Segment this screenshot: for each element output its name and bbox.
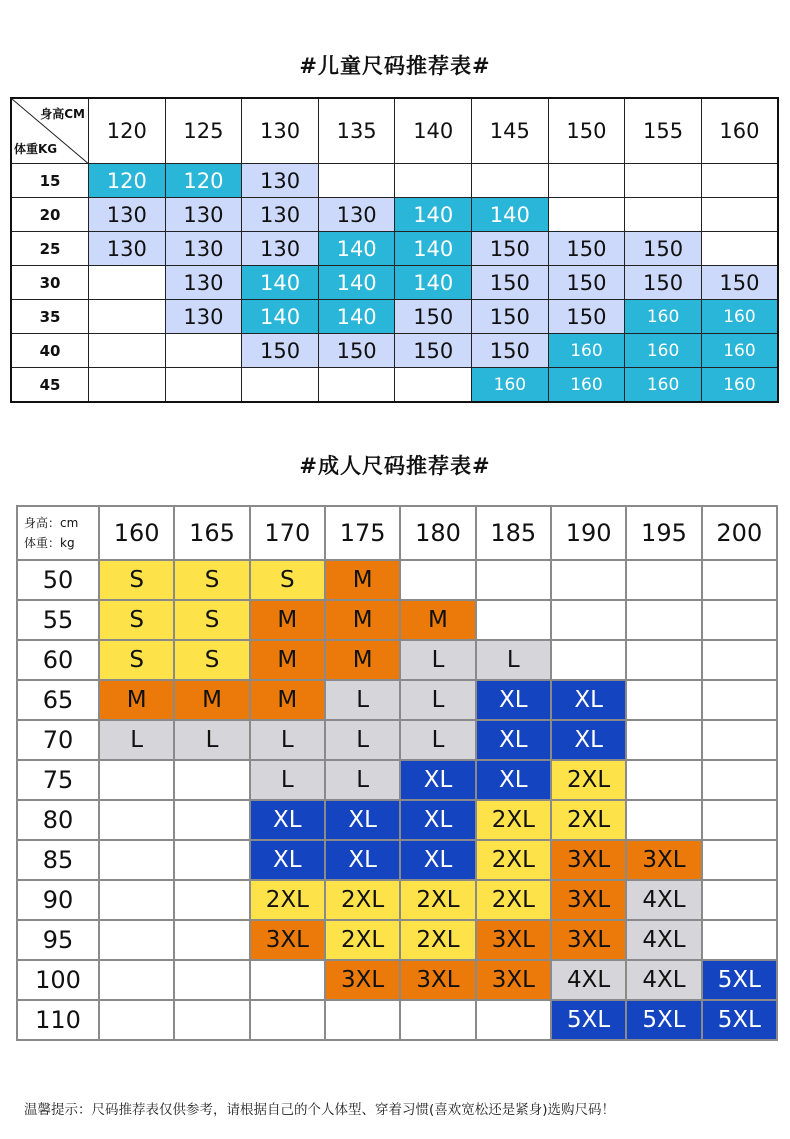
adult-table-row: [17, 600, 777, 640]
adult-size-cell: [174, 800, 249, 840]
kids-size-cell: 160: [625, 334, 702, 368]
kids-size-cell: [472, 164, 549, 198]
adult-table-row: [17, 960, 777, 1000]
adult-size-cell: 5XL: [626, 1000, 701, 1040]
adult-size-cell: [99, 960, 174, 1000]
adult-size-cell: M: [325, 600, 400, 640]
adult-size-cell: 3XL: [476, 920, 551, 960]
kids-size-cell: [625, 164, 702, 198]
adult-size-cell: [626, 560, 701, 600]
kids-height-header-cell: 125: [165, 98, 242, 164]
kids-size-cell: 140: [318, 266, 395, 300]
kids-size-cell: 140: [472, 198, 549, 232]
adult-table-row: [17, 1000, 777, 1040]
kids-table-row: [11, 164, 778, 198]
kids-size-cell: 130: [165, 232, 242, 266]
kids-size-cell: 150: [701, 266, 778, 300]
kids-size-cell: 160: [625, 300, 702, 334]
adult-size-cell: XL: [325, 800, 400, 840]
adult-table-row: [17, 920, 777, 960]
kids-height-header-cell: 145: [472, 98, 549, 164]
adult-size-cell: XL: [250, 800, 325, 840]
adult-weight-cell: 110: [17, 1000, 99, 1040]
adult-size-cell: [702, 880, 777, 920]
kids-size-cell: 150: [472, 266, 549, 300]
adult-weight-cell: 85: [17, 840, 99, 880]
kids-size-cell: 150: [472, 300, 549, 334]
kids-size-cell: 140: [395, 198, 472, 232]
adult-size-cell: [174, 1000, 249, 1040]
adult-size-cell: [551, 640, 626, 680]
kids-size-cell: [89, 368, 166, 403]
adult-weight-cell: 60: [17, 640, 99, 680]
size-tip-note: 温馨提示：尺码推荐表仅供参考，请根据自己的个人体型、穿着习惯(喜欢宽松还是紧身)选购尺码！: [24, 1102, 616, 1118]
adult-size-cell: 3XL: [476, 960, 551, 1000]
kids-size-cell: 130: [242, 164, 319, 198]
kids-table-row: [11, 266, 778, 300]
adult-size-cell: [174, 920, 249, 960]
adult-size-cell: M: [250, 600, 325, 640]
kids-size-cell: [548, 198, 625, 232]
kids-height-header-cell: 140: [395, 98, 472, 164]
kids-size-cell: 140: [242, 300, 319, 334]
adult-size-cell: XL: [476, 720, 551, 760]
adult-size-cell: [174, 760, 249, 800]
adult-weight-cell: 70: [17, 720, 99, 760]
adult-size-cell: L: [476, 640, 551, 680]
adult-size-cell: 3XL: [250, 920, 325, 960]
kids-corner-height-label: 身高CM: [40, 107, 85, 121]
kids-size-cell: [165, 368, 242, 403]
adult-size-cell: [99, 760, 174, 800]
adult-size-cell: [702, 800, 777, 840]
adult-size-cell: [174, 880, 249, 920]
kids-size-cell: 150: [395, 300, 472, 334]
adult-size-cell: [702, 760, 777, 800]
adult-size-cell: 5XL: [702, 960, 777, 1000]
kids-size-cell: 120: [165, 164, 242, 198]
kids-size-cell: 140: [395, 266, 472, 300]
kids-size-cell: 150: [472, 334, 549, 368]
adult-size-cell: XL: [400, 760, 475, 800]
adult-size-cell: XL: [476, 680, 551, 720]
kids-size-cell: 150: [625, 232, 702, 266]
adult-size-cell: 3XL: [551, 840, 626, 880]
kids-header-row: [11, 98, 778, 164]
adult-size-cell: S: [174, 640, 249, 680]
adult-height-header-cell: 160: [99, 506, 174, 560]
adult-size-cell: 2XL: [325, 920, 400, 960]
kids-size-table: [10, 97, 779, 403]
adult-size-cell: 2XL: [250, 880, 325, 920]
adult-size-cell: 3XL: [551, 880, 626, 920]
adult-size-cell: M: [250, 680, 325, 720]
adult-size-cell: [626, 760, 701, 800]
adult-size-cell: 2XL: [325, 880, 400, 920]
adult-height-header-cell: 200: [702, 506, 777, 560]
adult-weight-cell: 95: [17, 920, 99, 960]
adult-size-cell: [702, 640, 777, 680]
adult-size-cell: [702, 720, 777, 760]
adult-height-header-cell: 185: [476, 506, 551, 560]
kids-size-cell: [395, 368, 472, 403]
adult-height-header-cell: 165: [174, 506, 249, 560]
adult-size-cell: L: [325, 720, 400, 760]
kids-size-cell: [701, 164, 778, 198]
adult-size-cell: 4XL: [626, 880, 701, 920]
adult-size-cell: M: [250, 640, 325, 680]
adult-size-cell: L: [99, 720, 174, 760]
kids-size-cell: 130: [165, 198, 242, 232]
adult-size-table: [16, 505, 778, 1041]
kids-size-cell: 130: [165, 266, 242, 300]
adult-table-row: [17, 640, 777, 680]
adult-size-cell: [551, 600, 626, 640]
kids-corner-cell: [11, 98, 89, 164]
adult-size-cell: S: [99, 640, 174, 680]
adult-size-cell: L: [400, 640, 475, 680]
kids-size-cell: 150: [472, 232, 549, 266]
adult-size-cell: [551, 560, 626, 600]
adult-size-cell: S: [250, 560, 325, 600]
adult-size-cell: M: [325, 640, 400, 680]
kids-weight-cell: 40: [11, 334, 89, 368]
adult-size-cell: 4XL: [626, 960, 701, 1000]
adult-size-cell: 5XL: [551, 1000, 626, 1040]
kids-height-header-cell: 130: [242, 98, 319, 164]
adult-corner-height-label: 身高：cm: [24, 516, 79, 530]
adult-size-cell: 2XL: [551, 800, 626, 840]
kids-size-cell: 150: [242, 334, 319, 368]
adult-size-cell: 2XL: [400, 920, 475, 960]
kids-size-cell: 160: [472, 368, 549, 403]
kids-size-cell: [625, 198, 702, 232]
adult-size-cell: L: [325, 680, 400, 720]
adult-size-cell: [99, 920, 174, 960]
adult-size-cell: 3XL: [400, 960, 475, 1000]
adult-size-cell: [626, 640, 701, 680]
adult-table-row: [17, 760, 777, 800]
kids-size-cell: [548, 164, 625, 198]
adult-height-header-cell: 170: [250, 506, 325, 560]
kids-size-cell: 120: [89, 164, 166, 198]
adult-table-row: [17, 840, 777, 880]
adult-weight-cell: 75: [17, 760, 99, 800]
adult-size-cell: M: [174, 680, 249, 720]
kids-size-cell: [701, 232, 778, 266]
kids-size-cell: 130: [165, 300, 242, 334]
adult-size-cell: S: [174, 560, 249, 600]
kids-size-cell: 160: [701, 300, 778, 334]
adult-size-cell: L: [250, 720, 325, 760]
adult-size-cell: XL: [551, 720, 626, 760]
adult-weight-cell: 50: [17, 560, 99, 600]
kids-size-cell: [89, 266, 166, 300]
kids-weight-cell: 15: [11, 164, 89, 198]
adult-size-cell: [99, 880, 174, 920]
kids-table-row: [11, 368, 778, 403]
kids-size-cell: [395, 164, 472, 198]
adult-header-row: [17, 506, 777, 560]
adult-weight-cell: 55: [17, 600, 99, 640]
adult-weight-cell: 80: [17, 800, 99, 840]
adult-size-cell: 2XL: [476, 880, 551, 920]
kids-size-chart-title: #儿童尺码推荐表#: [299, 54, 491, 78]
adult-size-cell: M: [99, 680, 174, 720]
adult-size-cell: S: [99, 560, 174, 600]
adult-size-cell: L: [400, 680, 475, 720]
adult-size-cell: XL: [551, 680, 626, 720]
kids-height-header-cell: 155: [625, 98, 702, 164]
kids-size-cell: 150: [548, 232, 625, 266]
adult-size-cell: [476, 600, 551, 640]
adult-size-cell: [174, 840, 249, 880]
adult-size-cell: S: [174, 600, 249, 640]
adult-size-cell: [99, 1000, 174, 1040]
adult-size-chart-title: #成人尺码推荐表#: [299, 454, 491, 478]
adult-table-row: [17, 720, 777, 760]
adult-size-cell: [476, 560, 551, 600]
adult-size-cell: 3XL: [325, 960, 400, 1000]
kids-weight-cell: 25: [11, 232, 89, 266]
kids-size-cell: [89, 334, 166, 368]
adult-size-cell: [702, 600, 777, 640]
kids-size-cell: 130: [89, 198, 166, 232]
kids-size-cell: 160: [548, 334, 625, 368]
kids-size-cell: 150: [318, 334, 395, 368]
adult-size-cell: [476, 1000, 551, 1040]
adult-size-cell: S: [99, 600, 174, 640]
adult-size-cell: 2XL: [476, 800, 551, 840]
kids-size-cell: 150: [548, 300, 625, 334]
adult-size-cell: XL: [400, 800, 475, 840]
kids-size-cell: 160: [701, 334, 778, 368]
adult-size-cell: [250, 960, 325, 1000]
kids-size-cell: 140: [318, 232, 395, 266]
adult-size-cell: [702, 840, 777, 880]
kids-size-cell: 130: [242, 198, 319, 232]
adult-weight-cell: 100: [17, 960, 99, 1000]
adult-size-cell: [99, 840, 174, 880]
adult-size-cell: [400, 560, 475, 600]
adult-size-cell: [626, 600, 701, 640]
kids-size-cell: [318, 368, 395, 403]
adult-height-header-cell: 190: [551, 506, 626, 560]
adult-size-cell: L: [250, 760, 325, 800]
adult-size-cell: XL: [250, 840, 325, 880]
adult-weight-cell: 65: [17, 680, 99, 720]
adult-size-cell: 4XL: [626, 920, 701, 960]
kids-size-cell: 130: [89, 232, 166, 266]
kids-height-header-cell: 135: [318, 98, 395, 164]
adult-size-cell: [702, 680, 777, 720]
adult-table-row: [17, 560, 777, 600]
kids-weight-cell: 20: [11, 198, 89, 232]
kids-size-cell: [318, 164, 395, 198]
adult-size-cell: M: [400, 600, 475, 640]
adult-table-row: [17, 800, 777, 840]
kids-table-row: [11, 300, 778, 334]
kids-table-row: [11, 232, 778, 266]
kids-size-cell: [165, 334, 242, 368]
kids-size-cell: 160: [625, 368, 702, 403]
kids-height-header-cell: 120: [89, 98, 166, 164]
kids-weight-cell: 45: [11, 368, 89, 403]
adult-height-header-cell: 195: [626, 506, 701, 560]
adult-size-cell: L: [325, 760, 400, 800]
kids-height-header-cell: 160: [701, 98, 778, 164]
adult-size-cell: 4XL: [551, 960, 626, 1000]
adult-size-cell: 2XL: [551, 760, 626, 800]
adult-size-cell: 5XL: [702, 1000, 777, 1040]
kids-size-cell: 140: [395, 232, 472, 266]
adult-size-cell: M: [325, 560, 400, 600]
adult-size-cell: L: [400, 720, 475, 760]
kids-size-cell: 150: [548, 266, 625, 300]
adult-size-cell: [702, 920, 777, 960]
adult-weight-cell: 90: [17, 880, 99, 920]
adult-size-cell: 3XL: [626, 840, 701, 880]
adult-size-cell: [325, 1000, 400, 1040]
adult-corner-weight-label: 体重：kg: [24, 536, 75, 550]
adult-size-cell: XL: [476, 760, 551, 800]
kids-corner-weight-label: 体重KG: [14, 142, 58, 156]
kids-size-cell: 140: [242, 266, 319, 300]
kids-size-cell: [701, 198, 778, 232]
adult-size-cell: [626, 800, 701, 840]
adult-height-header-cell: 180: [400, 506, 475, 560]
adult-size-cell: 2XL: [476, 840, 551, 880]
adult-size-cell: XL: [400, 840, 475, 880]
kids-weight-cell: 35: [11, 300, 89, 334]
adult-size-cell: [626, 680, 701, 720]
adult-size-cell: L: [174, 720, 249, 760]
kids-weight-cell: 30: [11, 266, 89, 300]
adult-size-cell: [702, 560, 777, 600]
kids-size-cell: 130: [242, 232, 319, 266]
kids-size-cell: 130: [318, 198, 395, 232]
adult-size-cell: [250, 1000, 325, 1040]
kids-height-header-cell: 150: [548, 98, 625, 164]
adult-table-row: [17, 880, 777, 920]
kids-table-row: [11, 198, 778, 232]
kids-size-cell: 150: [395, 334, 472, 368]
adult-size-cell: 3XL: [551, 920, 626, 960]
kids-size-cell: 150: [625, 266, 702, 300]
adult-size-cell: XL: [325, 840, 400, 880]
adult-height-header-cell: 175: [325, 506, 400, 560]
kids-size-cell: [242, 368, 319, 403]
kids-size-cell: 140: [318, 300, 395, 334]
adult-size-cell: [99, 800, 174, 840]
adult-size-cell: [400, 1000, 475, 1040]
adult-table-row: [17, 680, 777, 720]
kids-size-cell: 160: [701, 368, 778, 403]
kids-table-row: [11, 334, 778, 368]
kids-size-cell: [89, 300, 166, 334]
adult-size-cell: 2XL: [400, 880, 475, 920]
adult-corner-cell: [17, 506, 99, 560]
adult-size-cell: [626, 720, 701, 760]
adult-size-cell: [174, 960, 249, 1000]
kids-size-cell: 160: [548, 368, 625, 403]
